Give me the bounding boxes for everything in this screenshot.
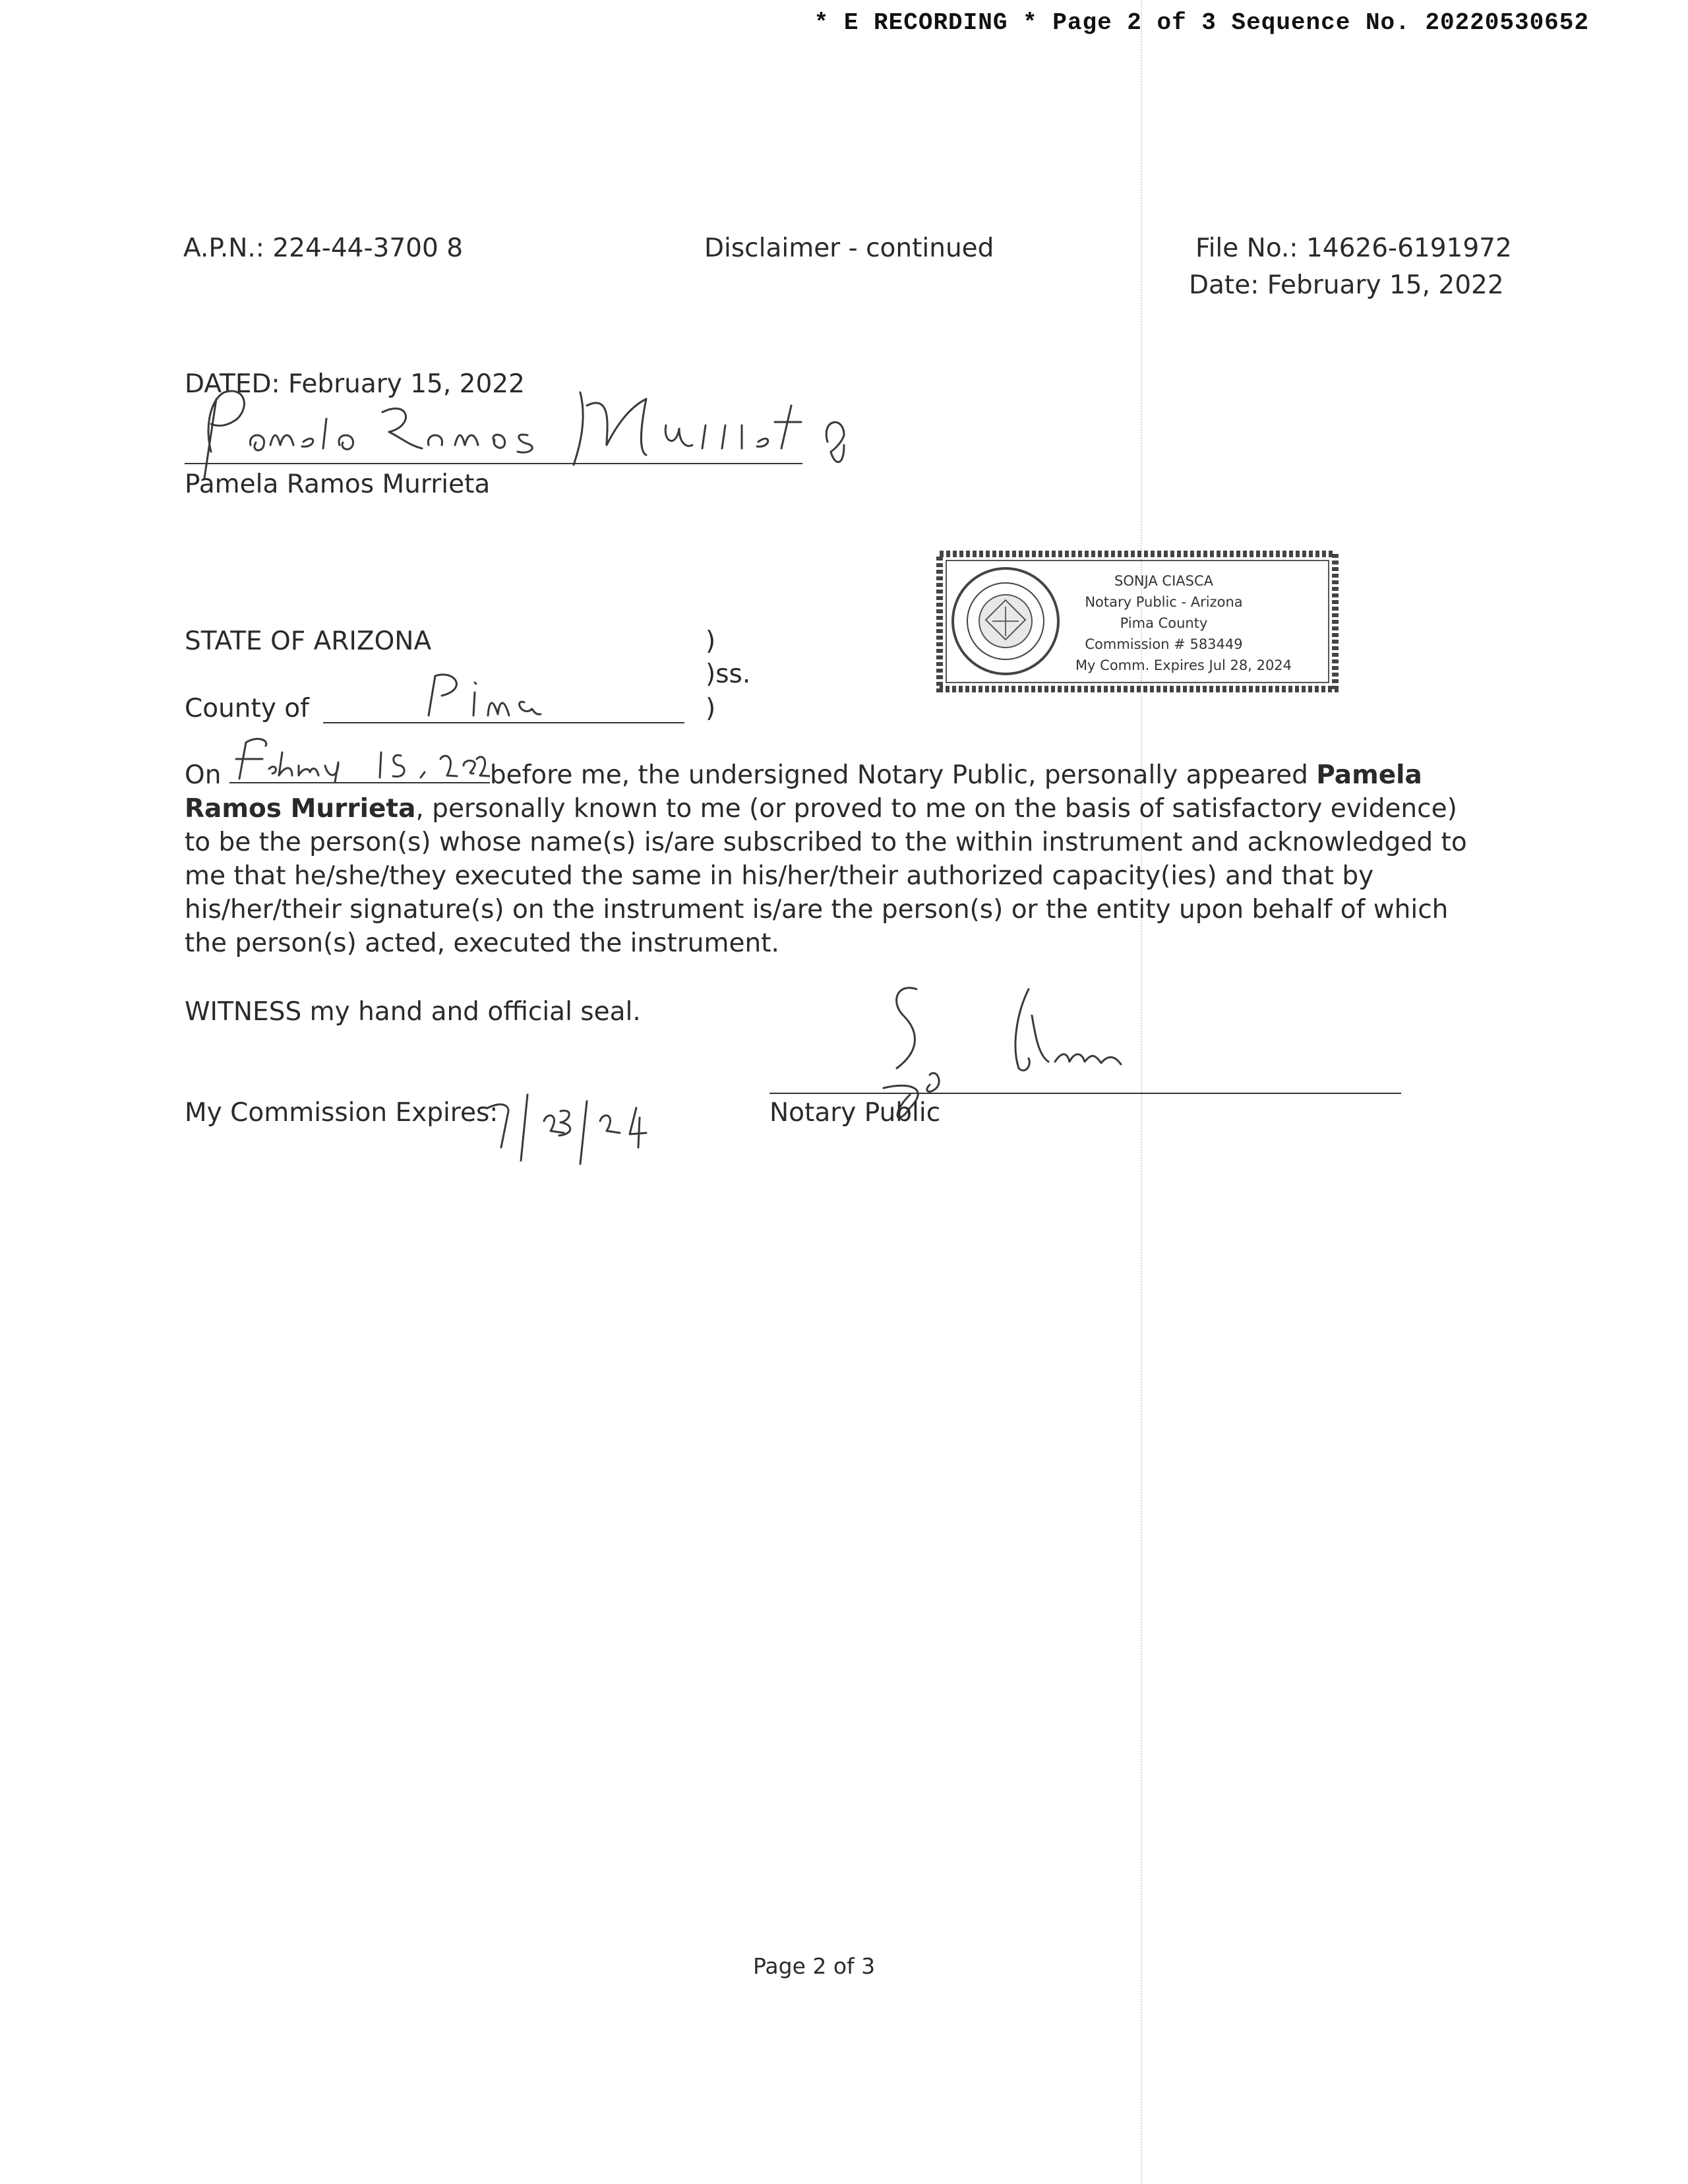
ack-on: On	[185, 760, 222, 790]
venue-paren-bottom: )	[706, 694, 716, 723]
seal-expires: My Comm. Expires Jul 28, 2024	[1075, 657, 1292, 673]
seal-name: SONJA CIASCA	[1114, 573, 1214, 589]
county-line	[323, 722, 684, 723]
section-title: Disclaimer - continued	[704, 233, 994, 263]
ack-name-bold: Pamela Ramos Murrieta	[185, 760, 1422, 824]
page-footer: Page 2 of 3	[753, 1953, 876, 1979]
ack-date-handwriting	[229, 733, 490, 785]
ack-text-part2: , personally known to me (or proved to me on the basis of satisfactory evidence) to be the person(s) whose name(s) is/are subscribed to the within instrument and acknowledged to me that he/she/they executed the same in his/her/their authorized capacity(ies) and that by his/her/their signature(s) on the instrument is/are the person(s) or the entity upon behalf of which the person(s) acted, executed the instrument.	[185, 794, 1467, 958]
notary-seal-graphic	[933, 547, 1342, 696]
recording-header: * E RECORDING * Page 2 of 3 Sequence No. 20220530652	[814, 9, 1589, 36]
county-handwriting	[415, 663, 574, 722]
file-number: File No.: 14626-6191972	[1195, 233, 1512, 263]
commission-expiry-handwriting	[481, 1081, 653, 1167]
notary-signature-line	[769, 1093, 1401, 1094]
venue-paren-top: )	[706, 626, 716, 656]
dated-line: DATED: February 15, 2022	[185, 369, 525, 399]
ack-date-field	[229, 762, 490, 783]
seal-commission: Commission # 583449	[1085, 636, 1243, 652]
acknowledgment-paragraph	[185, 758, 1477, 960]
seal-county: Pima County	[1120, 615, 1208, 631]
signer-printed-name: Pamela Ramos Murrieta	[185, 470, 491, 499]
venue-ss: )ss.	[706, 659, 751, 689]
commission-label: My Commission Expires:	[185, 1098, 498, 1128]
seal-title: Notary Public - Arizona	[1085, 594, 1243, 610]
notary-stamp	[933, 547, 1342, 696]
witness-text: WITNESS my hand and official seal.	[185, 997, 641, 1027]
notary-public-label: Notary Public	[769, 1098, 941, 1128]
signature-line	[185, 463, 802, 464]
apn: A.P.N.: 224-44-3700 8	[183, 233, 464, 263]
document-date: Date: February 15, 2022	[1189, 270, 1504, 300]
ack-text-part1: before me, the undersigned Notary Public, personally appeared	[489, 760, 1317, 790]
county-label: County of	[185, 694, 309, 723]
venue-state: STATE OF ARIZONA	[185, 626, 432, 656]
